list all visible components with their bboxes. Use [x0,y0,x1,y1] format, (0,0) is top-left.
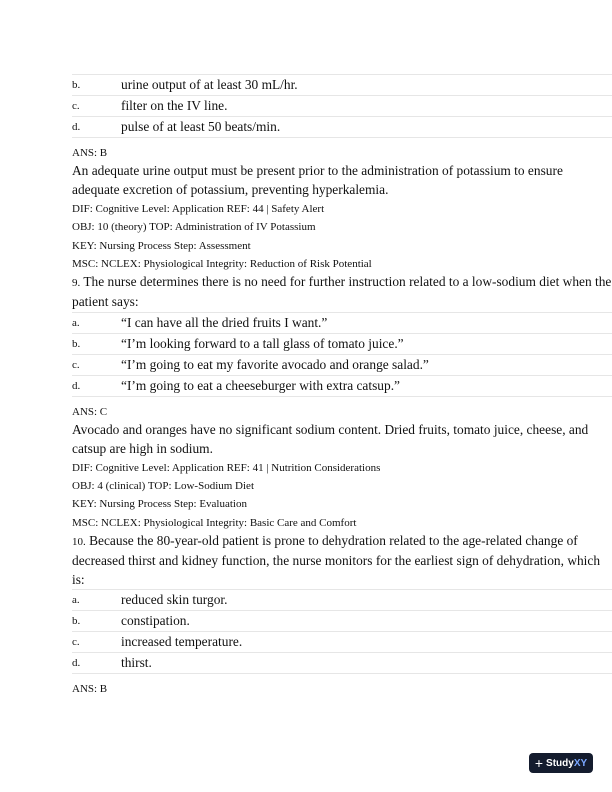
option-letter: a. [72,594,80,607]
option-letter: d. [72,657,81,670]
option-text: thirst. [121,655,152,671]
question-number: 9. [72,277,81,290]
option-row [72,375,612,397]
option-letter: c. [72,358,80,371]
option-text: constipation. [121,613,190,629]
option-row [72,631,612,652]
option-row [72,333,612,354]
question-10-stem [72,532,612,589]
option-letter: c. [72,636,80,649]
option-text: “I’m looking forward to a tall glass of tomato juice.” [121,335,404,351]
question-9-stem [72,273,612,311]
option-text: filter on the IV line. [121,98,228,113]
meta-key: KEY: Nursing Process Step: Evaluation [72,498,247,511]
option-text: urine output of at least 30 mL/hr. [121,77,298,92]
meta-key: KEY: Nursing Process Step: Assessment [72,239,251,252]
option-row [72,589,612,610]
option-text: “I’m going to eat a cheeseburger with extra catsup.” [121,377,400,393]
answer-key: ANS: C [72,405,108,418]
question-9-options [72,312,612,397]
question-8-options [72,74,612,138]
question-10-options [72,589,612,674]
question-text: The nurse determines there is no need for further instruction related to a low-sodium diet when the patient says: [72,274,612,309]
meta-dif: DIF: Cognitive Level: Application REF: 41 | Nutrition Considerations [72,461,381,474]
option-letter: b. [72,615,81,628]
rationale: An adequate urine output must be present prior to the administration of potassium to ensure adequate excretion of potassium, preventing hyperkalemia. [72,163,563,197]
option-row [72,354,612,375]
option-row [72,312,612,333]
option-letter: d. [72,121,81,133]
option-letter: b. [72,79,81,91]
meta-msc: MSC: NCLEX: Physiological Integrity: Reduction of Risk Potential [72,258,372,271]
answer-key: ANS: B [72,683,108,696]
option-row [72,610,612,631]
meta-msc: MSC: NCLEX: Physiological Integrity: Basic Care and Comfort [72,516,357,529]
studyxy-badge[interactable] [529,753,593,773]
option-row [72,116,612,138]
option-letter: c. [72,100,80,112]
brand-name: Study [546,757,574,769]
question-text: Because the 80-year-old patient is prone to dehydration related to the age-related change of decreased thirst and kidney function, the nurse monitors for the earliest sign of dehydration, which is: [72,533,601,587]
option-letter: a. [72,316,80,329]
meta-obj: OBJ: 10 (theory) TOP: Administration of IV Potassium [72,221,316,234]
option-letter: d. [72,379,81,392]
option-text: “I can have all the dried fruits I want.” [121,314,328,330]
option-row [72,95,612,116]
question-number: 10. [72,536,86,549]
meta-obj: OBJ: 4 (clinical) TOP: Low-Sodium Diet [72,479,254,492]
option-letter: b. [72,337,81,350]
option-row [72,74,612,95]
document-body [72,74,612,698]
plus-icon: + [534,755,544,771]
brand-suffix: XY [573,757,588,769]
option-row [72,652,612,674]
option-text: reduced skin turgor. [121,592,228,608]
option-text: “I’m going to eat my favorite avocado and orange salad.” [121,356,429,372]
meta-dif: DIF: Cognitive Level: Application REF: 44 | Safety Alert [72,202,325,215]
rationale: Avocado and oranges have no significant sodium content. Dried fruits, tomato juice, cheese, and catsup are high in sodium. [72,421,589,456]
option-text: pulse of at least 50 beats/min. [121,119,281,134]
option-text: increased temperature. [121,634,243,650]
answer-key: ANS: B [72,147,108,159]
